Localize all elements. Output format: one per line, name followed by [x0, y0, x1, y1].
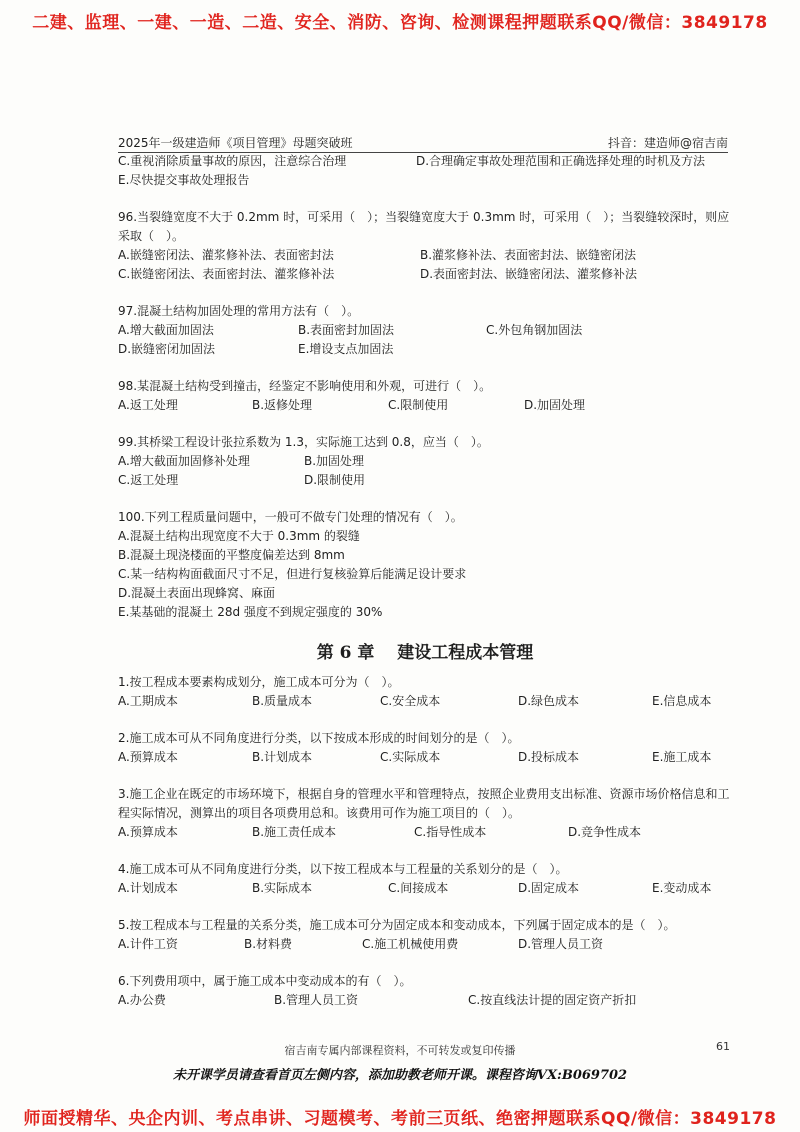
page-content	[118, 152, 732, 1010]
ch6-question-3	[118, 785, 732, 842]
option: D.加固处理	[524, 398, 586, 412]
question-stem: 2.施工成本可从不同角度进行分类，以下按成本形成的时间划分的是（ ）。	[118, 731, 520, 745]
ch6-question-5	[118, 916, 732, 954]
option: A.计件工资	[118, 937, 178, 951]
option: C.施工机械使用费	[362, 937, 459, 951]
option: B.表面密封加固法	[298, 323, 395, 337]
question-stem: 99.其桥梁工程设计张拉系数为 1.3，实际施工达到 0.8，应当（ ）。	[118, 435, 489, 449]
option: C.指导性成本	[414, 825, 487, 839]
question-stem: 97.混凝土结构加固处理的常用方法有（ ）。	[118, 304, 360, 318]
option: B.质量成本	[252, 694, 313, 708]
option: D.管理人员工资	[518, 937, 604, 951]
option: E.某基础的混凝土 28d 强度不到规定强度的 30%	[118, 605, 383, 619]
ch6-question-6	[118, 972, 732, 1010]
option: C.实际成本	[380, 750, 441, 764]
option: C.安全成本	[380, 694, 441, 708]
option: D.混凝土表面出现蜂窝、麻面	[118, 586, 276, 600]
question-stem: 1.按工程成本要素构成划分，施工成本可分为（ ）。	[118, 675, 400, 689]
option: C.按直线法计提的固定资产折扣	[468, 993, 637, 1007]
option: E.信息成本	[652, 694, 712, 708]
question-stem: 100.下列工程质量问题中，一般可不做专门处理的情况有（ ）。	[118, 510, 463, 524]
question-96	[118, 208, 732, 284]
option-c: C.重视消除质量事故的原因，注意综合治理	[118, 154, 347, 168]
header-author: 抖音：建造师@宿吉南	[607, 136, 728, 150]
option: B.施工责任成本	[252, 825, 337, 839]
bottom-banner: 师面授精华、央企内训、考点串讲、习题模考、考前三页纸、绝密押题联系QQ/微信：3849178	[23, 1109, 777, 1129]
question-stem: 4.施工成本可从不同角度进行分类，以下按工程成本与工程量的关系划分的是（ ）。	[118, 862, 568, 876]
option: D.表面密封法、嵌缝密闭法、灌浆修补法	[420, 267, 638, 281]
option: E.增设支点加固法	[298, 342, 394, 356]
option: A.预算成本	[118, 750, 178, 764]
question-stem: 96.当裂缝宽度不大于 0.2mm 时，可采用（ ）；当裂缝宽度大于 0.3mm 时，可采用（ ）；当裂缝较深时，则应采取（ ）。	[118, 210, 730, 243]
page-header	[118, 132, 728, 153]
ch6-question-4	[118, 860, 732, 898]
question-stem: 98.某混凝土结构受到撞击，经鉴定不影响使用和外观，可进行（ ）。	[118, 379, 492, 393]
question-100	[118, 508, 732, 622]
question-99	[118, 433, 732, 490]
option: B.灌浆修补法、表面密封法、嵌缝密闭法	[420, 248, 637, 262]
option: D.竞争性成本	[568, 825, 642, 839]
option: D.投标成本	[518, 750, 580, 764]
option: A.混凝土结构出现宽度不大于 0.3mm 的裂缝	[118, 529, 360, 543]
footer-copyright: 宿吉南专属内部课程资料，不可转发或复印传播	[284, 1044, 516, 1057]
option: D.固定成本	[518, 881, 580, 895]
option: C.外包角钢加固法	[486, 323, 583, 337]
option: A.嵌缝密闭法、灌浆修补法、表面密封法	[118, 248, 334, 262]
question-95-tail	[118, 152, 732, 190]
option: D.绿色成本	[518, 694, 580, 708]
question-97	[118, 302, 732, 359]
option: A.办公费	[118, 993, 166, 1007]
option: C.间接成本	[388, 881, 449, 895]
question-stem: 5.按工程成本与工程量的关系分类，施工成本可分为固定成本和变动成本，下列属于固定成本的是（ ）。	[118, 918, 676, 932]
question-98	[118, 377, 732, 415]
ch6-question-1	[118, 673, 732, 711]
option: D.嵌缝密闭加固法	[118, 342, 216, 356]
option: E.变动成本	[652, 881, 712, 895]
option: B.计划成本	[252, 750, 313, 764]
option: A.工期成本	[118, 694, 178, 708]
option: C.嵌缝密闭法、表面密封法、灌浆修补法	[118, 267, 335, 281]
option: A.计划成本	[118, 881, 178, 895]
option: B.管理人员工资	[274, 993, 359, 1007]
top-banner: 二建、监理、一建、一造、二造、安全、消防、咨询、检测课程押题联系QQ/微信：3849178	[32, 13, 768, 33]
option: B.实际成本	[252, 881, 313, 895]
option-e: E.尽快提交事故处理报告	[118, 173, 250, 187]
option-d: D.合理确定事故处理范围和正确选择处理的时机及方法	[416, 154, 706, 168]
option: A.增大截面加固修补处理	[118, 454, 250, 468]
option: C.限制使用	[388, 398, 449, 412]
option: A.增大截面加固法	[118, 323, 214, 337]
option: B.混凝土现浇楼面的平整度偏差达到 8mm	[118, 548, 345, 562]
chapter-title: 第 6 章 建设工程成本管理	[316, 643, 534, 663]
enrollment-notice: 未开课学员请查看首页左侧内容，添加助教老师开课。课程咨询VX:B069702	[172, 1068, 628, 1083]
option: C.某一结构构面截面尺寸不足，但进行复核验算后能满足设计要求	[118, 567, 467, 581]
header-course-title: 2025年一级建造师《项目管理》母题突破班	[118, 136, 353, 150]
question-stem: 3.施工企业在既定的市场环境下，根据自身的管理水平和管理特点，按照企业费用支出标准、资源市场价格信息和工程实际情况，测算出的项目各项费用总和。该费用可作为施工项目的（ ）。	[118, 787, 730, 820]
option: A.预算成本	[118, 825, 178, 839]
option: E.施工成本	[652, 750, 712, 764]
option: B.返修处理	[252, 398, 313, 412]
option: B.加固处理	[304, 454, 365, 468]
option: C.返工处理	[118, 473, 179, 487]
page-number: 61	[716, 1040, 730, 1053]
option: A.返工处理	[118, 398, 178, 412]
ch6-question-2	[118, 729, 732, 767]
option: B.材料费	[244, 937, 293, 951]
question-stem: 6.下列费用项中，属于施工成本中变动成本的有（ ）。	[118, 974, 412, 988]
option: D.限制使用	[304, 473, 366, 487]
